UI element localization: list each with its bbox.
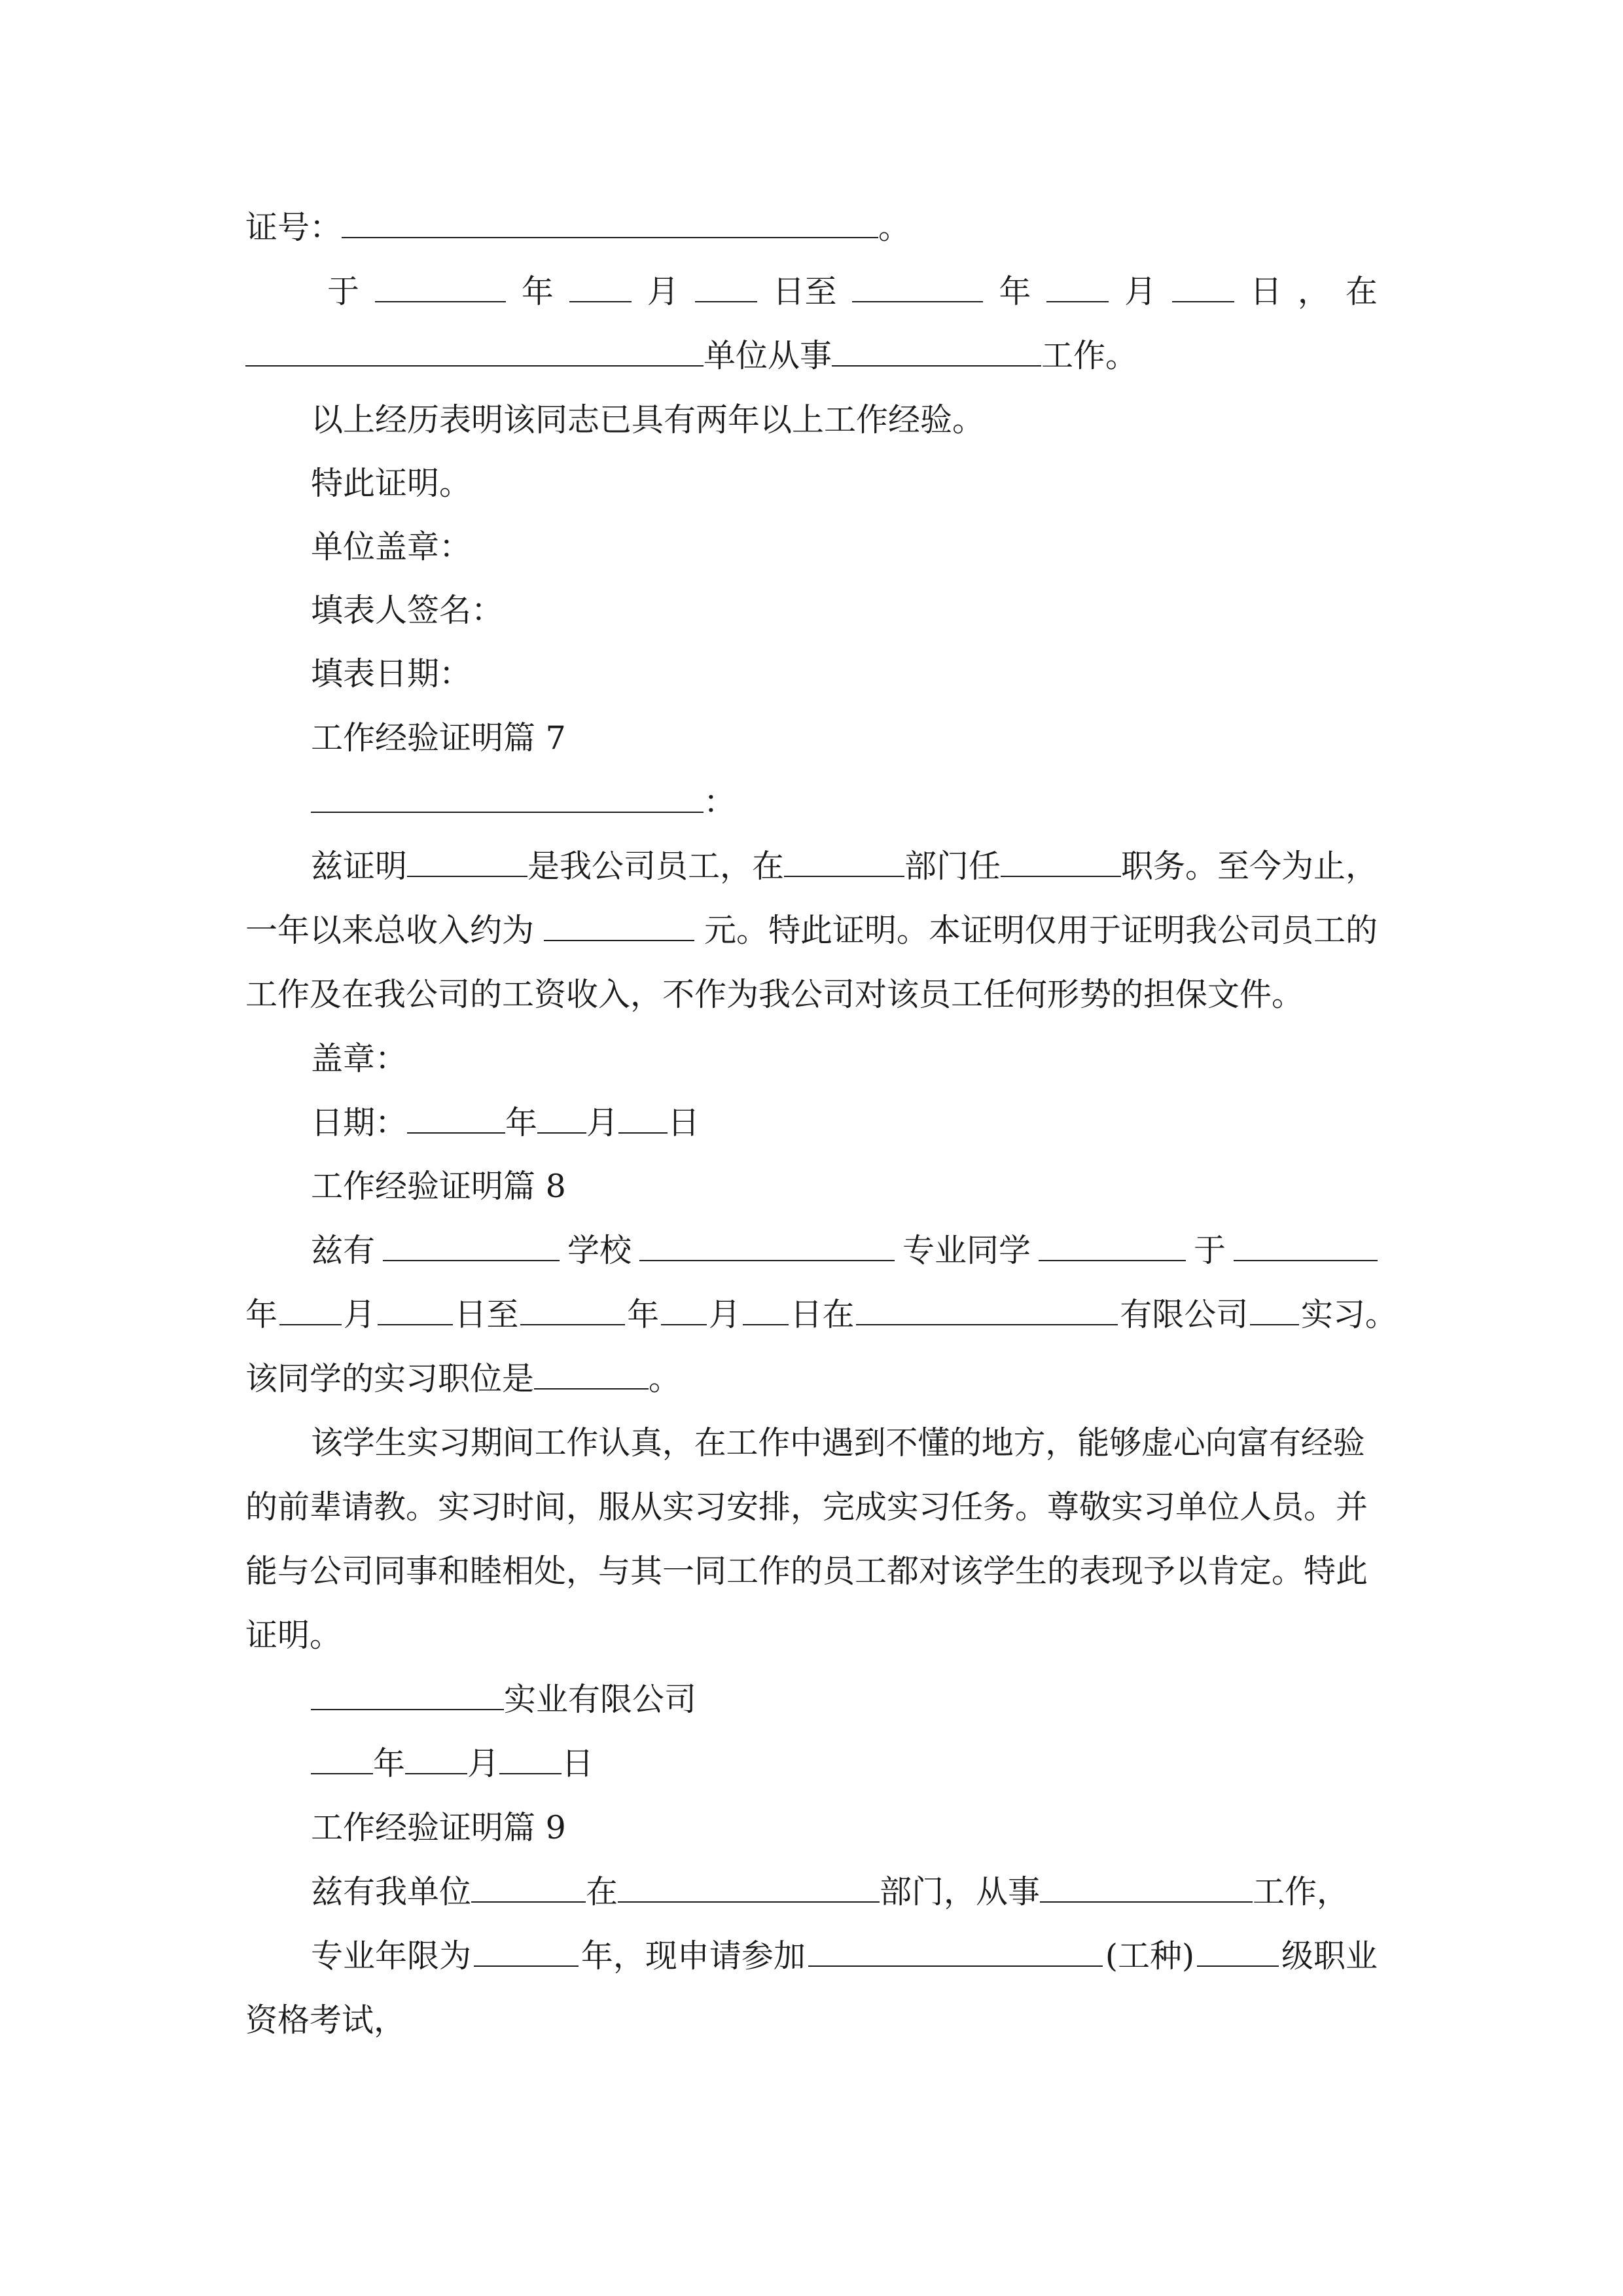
s8-line3 <box>245 1359 1378 1399</box>
s7-text-d: 职务。至今为止， <box>1121 848 1378 885</box>
day2-label: 日 <box>1249 273 1282 310</box>
s7-date-label: 日期： <box>311 1104 408 1141</box>
s9-text-b: 在 <box>586 1873 618 1910</box>
department-blank[interactable] <box>784 847 904 877</box>
s9-line2 <box>311 1937 1378 1976</box>
s8-line1 <box>311 1231 1378 1270</box>
position-blank[interactable] <box>1001 847 1121 877</box>
s9-work-blank[interactable] <box>1040 1873 1253 1903</box>
s8-start-month-blank[interactable] <box>279 1295 342 1325</box>
s8-text-d: 于 <box>1193 1232 1226 1269</box>
s8-paragraph-line1: 该学生实习期间工作认真，在工作中遇到不懂的地方，能够虚心向富有经验 <box>311 1424 1365 1462</box>
s8-month-label: 月 <box>343 1296 376 1333</box>
cert-number-line <box>245 208 1378 247</box>
s8-end-day-blank[interactable] <box>743 1295 789 1325</box>
s8-paragraph-line2: 的前辈请教。实习时间，服从实习安排，完成实习任务。尊敬实习单位人员。并 <box>245 1488 1368 1526</box>
s8-date-year-blank[interactable] <box>311 1744 373 1774</box>
s8-position-blank[interactable] <box>534 1359 649 1390</box>
s7-income-rest: 元。特此证明。本证明仅用于证明我公司员工的 <box>704 912 1378 949</box>
s8-company-label: 有限公司 <box>1120 1296 1249 1333</box>
signer-label: 填表人签名： <box>311 592 504 629</box>
s7-income-text: 一年以来总收入约为 <box>245 912 535 949</box>
s8-date-line <box>311 1744 1378 1784</box>
cert-number-label: 证号： <box>245 209 342 246</box>
s9-text-a: 兹有我单位 <box>311 1873 472 1910</box>
s7-text-c: 部门任 <box>904 848 1001 885</box>
s9-text-d: 工作， <box>1253 1873 1349 1910</box>
day-to-label: 日至 <box>772 273 837 310</box>
s8-date-day-label: 日 <box>562 1745 594 1782</box>
s8-day-to-label: 日至 <box>454 1296 519 1333</box>
s9-years-blank[interactable] <box>474 1937 579 1967</box>
from-year-blank[interactable] <box>375 272 506 302</box>
from-month-blank[interactable] <box>569 272 632 302</box>
s8-company-blank[interactable] <box>311 1680 504 1710</box>
from-label: 于 <box>327 273 360 310</box>
s8-text-b: 学校 <box>567 1232 632 1269</box>
period-line <box>327 272 1378 312</box>
s9-trade-blank[interactable] <box>808 1937 1103 1967</box>
s8-year-label: 年 <box>245 1296 278 1333</box>
section9-title: 工作经验证明篇 9 <box>311 1809 566 1846</box>
salutation-colon: ： <box>704 783 736 821</box>
hereby-text: 特此证明。 <box>311 465 472 502</box>
s9-line1 <box>311 1873 1378 1912</box>
s9-years-label: 专业年限为 <box>311 1937 472 1975</box>
s8-date-day-blank[interactable] <box>499 1744 562 1774</box>
at-label: 在 <box>1345 273 1378 310</box>
major-blank[interactable] <box>639 1231 895 1261</box>
s9-line3: 资格考试， <box>245 2001 406 2039</box>
work-blank[interactable] <box>832 336 1041 367</box>
s8-start-day-blank[interactable] <box>378 1295 453 1325</box>
s7-day-blank[interactable] <box>618 1103 668 1134</box>
s8-paragraph-line4: 证明。 <box>245 1617 342 1654</box>
work-label: 工作。 <box>1041 337 1138 374</box>
to-day-blank[interactable] <box>1172 272 1234 302</box>
s7-text-a: 兹证明 <box>311 848 408 885</box>
s8-date-month-blank[interactable] <box>405 1744 467 1774</box>
year2-label: 年 <box>999 273 1031 310</box>
s8-intern-blank[interactable] <box>1250 1295 1299 1325</box>
to-month-blank[interactable] <box>1046 272 1109 302</box>
s7-month-label: 月 <box>586 1104 619 1141</box>
section8-title: 工作经验证明篇 8 <box>311 1168 566 1205</box>
s8-start-year-blank[interactable] <box>1234 1231 1378 1261</box>
s8-position-label: 该同学的实习职位是 <box>245 1360 535 1397</box>
s7-year-blank[interactable] <box>407 1103 505 1134</box>
school-blank[interactable] <box>383 1231 560 1261</box>
s7-paragraph-line1 <box>311 847 1378 886</box>
s8-end-month-blank[interactable] <box>661 1295 707 1325</box>
s8-company-text: 实业有限公司 <box>504 1681 697 1718</box>
cert-number-blank[interactable] <box>342 208 878 238</box>
s8-text-c: 专业同学 <box>902 1232 1031 1269</box>
section7-title: 工作经验证明篇 7 <box>311 719 566 757</box>
fill-date-label: 填表日期： <box>311 655 472 692</box>
s8-year2-label: 年 <box>627 1296 660 1333</box>
employee-name-blank[interactable] <box>407 847 527 877</box>
s7-paragraph-line3: 工作及在我公司的工资收入，不作为我公司对该员工任何形势的担保文件。 <box>245 976 1304 1013</box>
s7-year-label: 年 <box>505 1104 538 1141</box>
s9-text-c: 部门，从事 <box>880 1873 1041 1910</box>
year-label: 年 <box>521 273 554 310</box>
s8-date-month-label: 月 <box>467 1745 500 1782</box>
s8-intern-label: 实习。 <box>1300 1296 1397 1333</box>
s8-paragraph-line3: 能与公司同事和睦相处，与其一同工作的员工都对该学生的表现予以肯定。特此 <box>245 1552 1368 1590</box>
s7-paragraph-line2 <box>245 911 1378 950</box>
salutation-line <box>311 783 1378 822</box>
from-day-blank[interactable] <box>695 272 757 302</box>
s7-month-blank[interactable] <box>537 1103 586 1134</box>
comma: ， <box>1297 273 1330 310</box>
s8-line2 <box>245 1295 1397 1335</box>
month-label: 月 <box>647 273 679 310</box>
s9-apply-label: 年，现申请参加 <box>580 1937 806 1975</box>
unit-blank[interactable] <box>245 336 704 367</box>
s7-text-b: 是我公司员工，在 <box>527 848 785 885</box>
s8-company-line <box>311 1680 1378 1719</box>
s9-level-blank[interactable] <box>1197 1937 1279 1967</box>
s8-end-year-blank[interactable] <box>520 1295 625 1325</box>
s7-date-line <box>311 1103 1378 1143</box>
unit-label: 单位从事 <box>704 337 832 374</box>
s9-department-blank[interactable] <box>618 1873 880 1903</box>
company-name-blank[interactable] <box>856 1295 1118 1325</box>
s8-position-end: 。 <box>649 1360 681 1397</box>
s7-day-label: 日 <box>668 1104 700 1141</box>
income-blank[interactable] <box>544 911 694 941</box>
s8-date-year-label: 年 <box>373 1745 406 1782</box>
salutation-blank[interactable] <box>311 783 704 813</box>
s8-text-a: 兹有 <box>311 1232 376 1269</box>
unit-work-line <box>245 336 1378 376</box>
s8-month2-label: 月 <box>708 1296 741 1333</box>
s9-name-blank[interactable] <box>471 1873 586 1903</box>
unit-seal-label: 单位盖章： <box>311 528 472 565</box>
s7-seal-label: 盖章： <box>311 1040 408 1077</box>
student-name-blank[interactable] <box>1039 1231 1186 1261</box>
experience-text: 以上经历表明该同志已具有两年以上工作经验。 <box>311 401 985 439</box>
to-year-blank[interactable] <box>852 272 983 302</box>
s9-trade-label: (工种) <box>1105 1937 1195 1975</box>
s9-level-label: 级职业 <box>1281 1937 1378 1975</box>
month2-label: 月 <box>1124 273 1157 310</box>
cert-number-end: 。 <box>878 209 911 246</box>
s8-day-at-label: 日在 <box>790 1296 855 1333</box>
